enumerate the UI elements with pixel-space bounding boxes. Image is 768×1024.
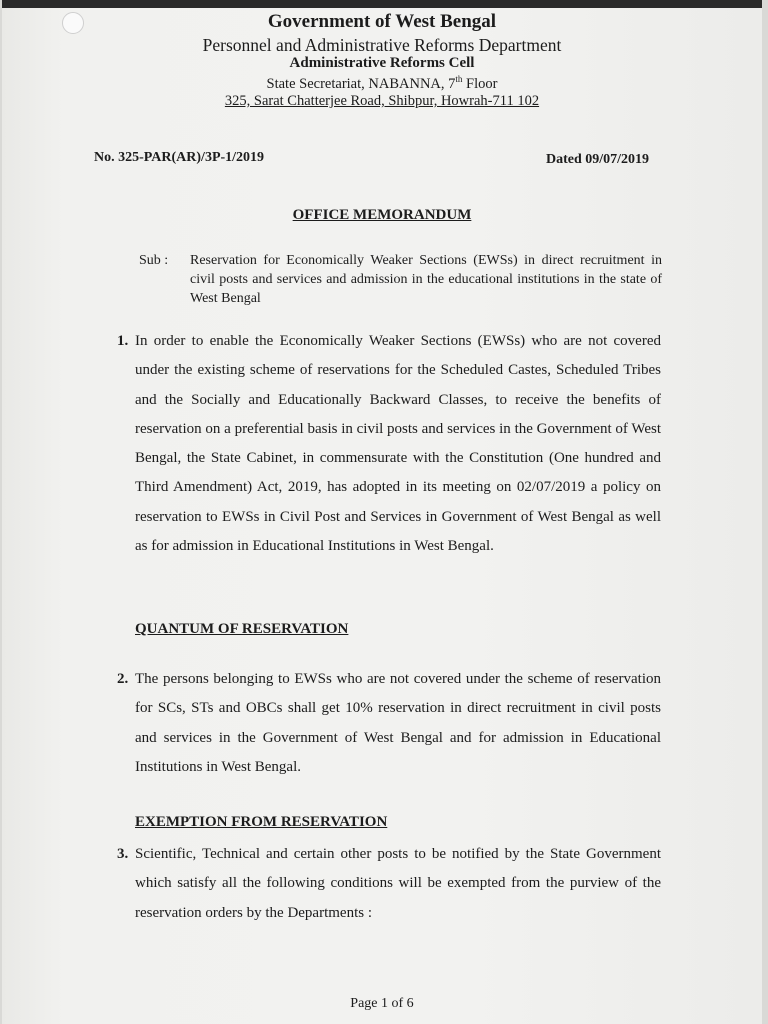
subject-prefix: Sub :: [139, 253, 169, 268]
memo-number: No. 325-PAR(AR)/3P-1/2019: [94, 150, 265, 165]
section-heading-quantum: QUANTUM OF RESERVATION: [135, 621, 349, 637]
section-heading-exemption: EXEMPTION FROM RESERVATION: [135, 814, 388, 830]
subject-line: [139, 251, 662, 308]
memo-heading: OFFICE MEMORANDUM: [292, 207, 472, 223]
paragraph-2: The persons belonging to EWSs who are not covered under the scheme of reservation for SCs, STs and OBCs shall get 10% reservation in direct recruitment in civil posts and services in the Government of West Bengal and for admission in Educational Institutions in West Bengal.: [135, 671, 661, 775]
page-number: Page 1 of 6: [350, 996, 414, 1011]
para-number-2: 2.: [117, 671, 129, 687]
paragraph-3: Scientific, Technical and certain other posts to be notified by the State Government which satisfy all the following conditions will be exempted from the purview of the reservation orders by the Departments :: [135, 846, 661, 921]
para-number-1: 1.: [117, 333, 129, 349]
document-page: [2, 0, 762, 1024]
cell-name: Administrative Reforms Cell: [289, 55, 475, 71]
subject-text: Reservation for Economically Weaker Sections (EWSs) in direct recruitment in civil posts and services and admission in the educational institutions in the state of West Bengal: [190, 253, 662, 306]
paragraph-1: In order to enable the Economically Weaker Sections (EWSs) who are not covered under the existing scheme of reservations for the Scheduled Castes, Scheduled Tribes and the Socially and Educationally Backward Classes, to receive the benefits of reservation on a preferential basis in civil posts and services in the Government of West Bengal, the State Cabinet, in commensurate with the Constitution (One hundred and Third Amendment) Act, 2019, has adopted in its meeting on 02/07/2019 a policy on reservation to EWSs in Civil Post and Services in Government of West Bengal as well as for admission in Educational Institutions in West Bengal.: [135, 333, 661, 555]
government-title: Government of West Bengal: [267, 11, 497, 32]
department-name: Personnel and Administrative Reforms Department: [202, 35, 562, 55]
para-number-3: 3.: [117, 846, 129, 862]
office-location: State Secretariat, NABANNA, 7th Floor: [266, 74, 498, 92]
office-address: 325, Sarat Chatterjee Road, Shibpur, Howrah-711 102: [224, 93, 540, 109]
memo-date: Dated 09/07/2019: [546, 152, 650, 167]
scan-top-edge: [2, 0, 762, 8]
